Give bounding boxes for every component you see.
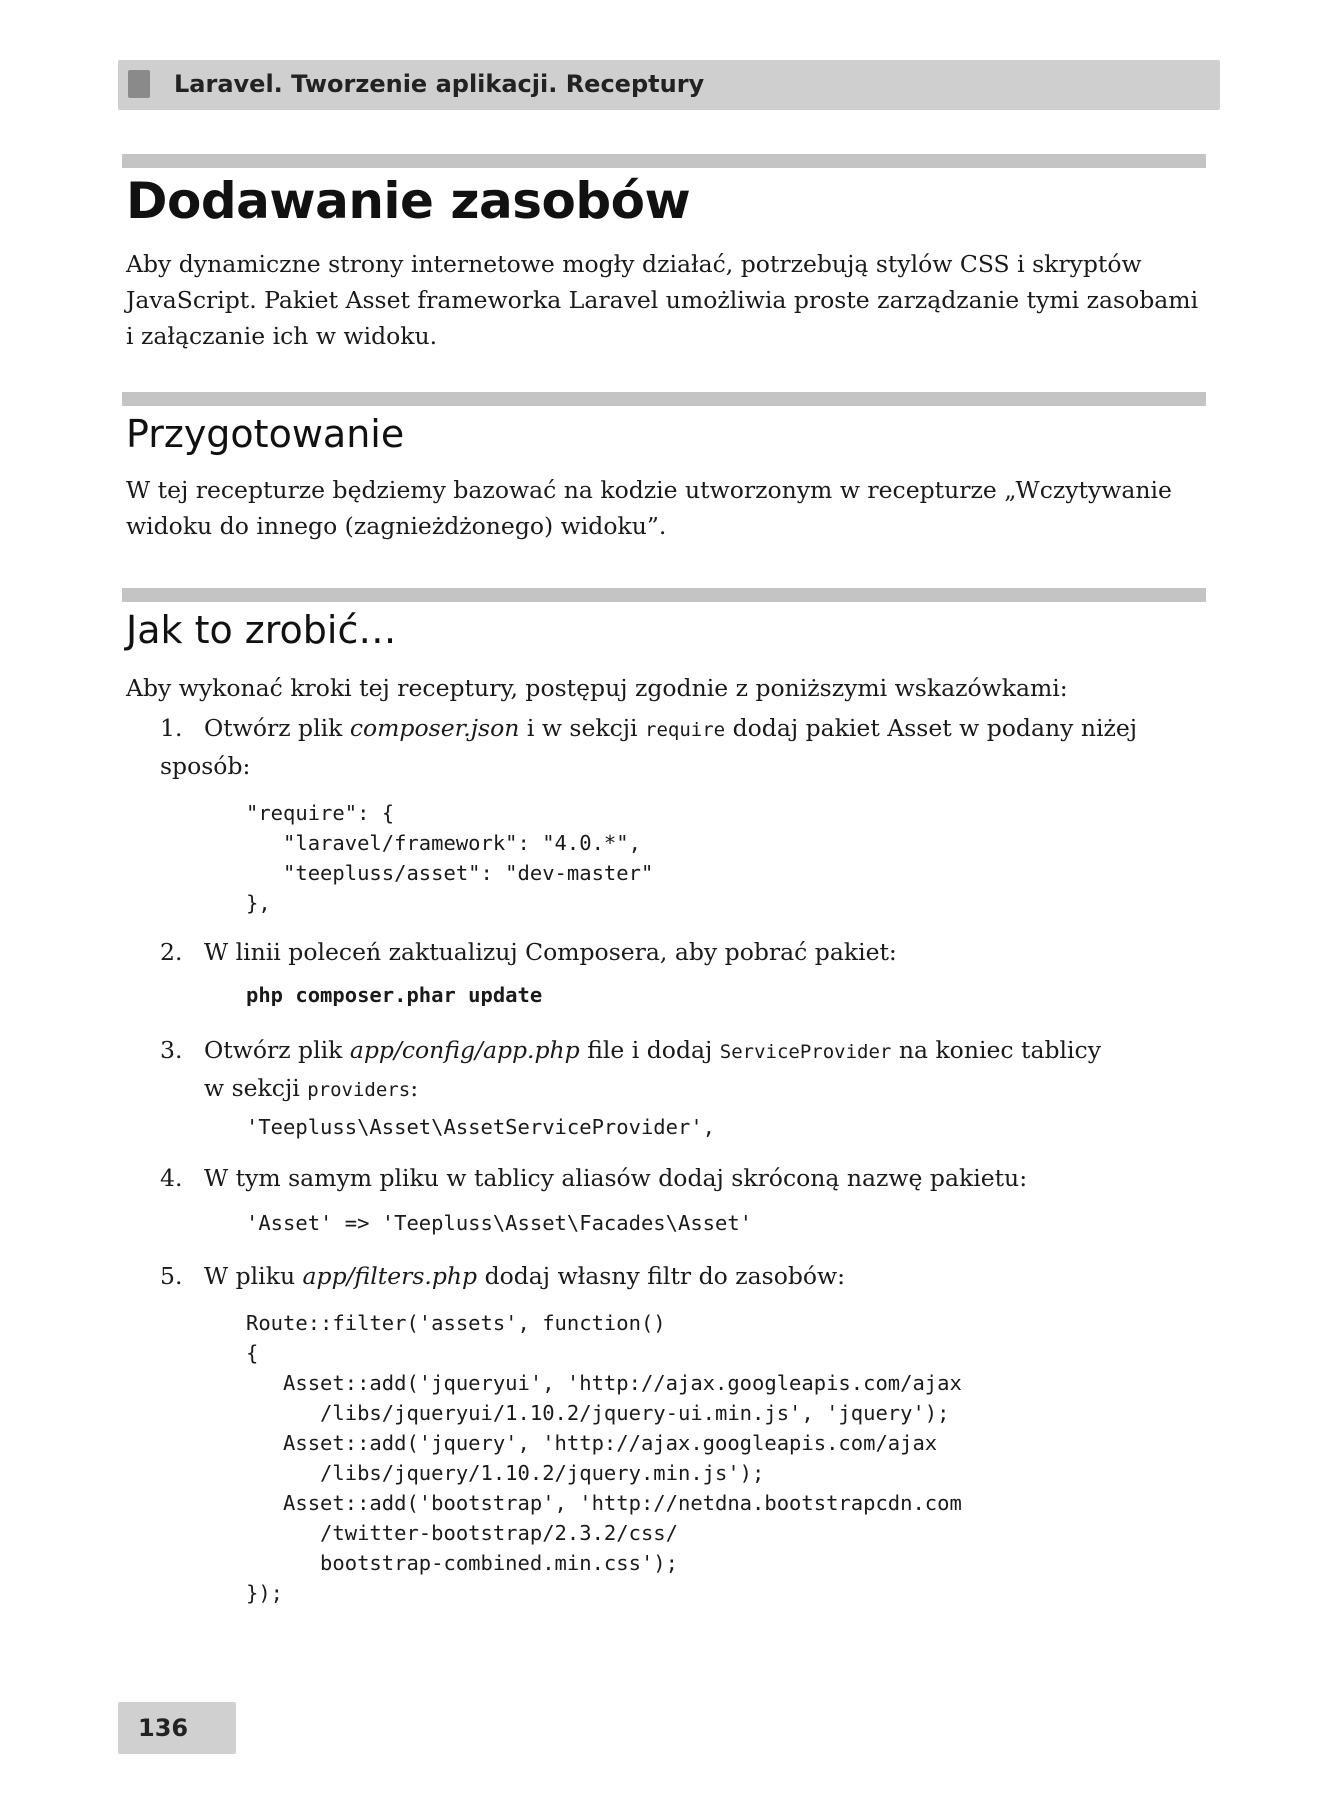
code-block-5: Route::filter('assets', function() { Asset::add('jqueryui', 'http://ajax.googleapis.com/ajax /libs/jqueryui/1.10.2/jquery-ui.min.js', 'jquery'); Asset::add('jquery', 'http://ajax.googleapis.com/ajax /libs/jquery/1.10.2/jquery.min.js'); Asset::add('bootstrap', 'http://netdna.bootstrapcdn.com /twitter-bootstrap/2.3.2/css/ bootstrap-combined.min.css'); }); (246, 1311, 962, 1605)
inline-code: require (645, 719, 726, 741)
step-number: 1. (160, 714, 183, 742)
page-number: 136 (138, 1714, 189, 1742)
step-number: 3. (160, 1036, 183, 1064)
step-3: 3. Otwórz plik app/config/app.php file i dodaj ServiceProvider na koniec tablicy w sekcji providers: (160, 1032, 1210, 1108)
subsection-rule (122, 392, 1206, 406)
step-2: 2. W linii poleceń zaktualizuj Composera, aby pobrać pakiet: (160, 934, 1210, 970)
step-number: 4. (160, 1164, 183, 1192)
code-block-3: 'Teepluss\Asset\AssetServiceProvider', (246, 1115, 715, 1139)
subsection-title-preparation: Przygotowanie (126, 412, 405, 456)
inline-code: ServiceProvider (719, 1041, 892, 1063)
section-rule (122, 154, 1206, 168)
header-marker-icon (128, 70, 150, 98)
file-name: app/config/app.php (349, 1036, 580, 1064)
step-number: 5. (160, 1262, 183, 1290)
step-4: 4. W tym samym pliku w tablicy aliasów dodaj skróconą nazwę pakietu: (160, 1160, 1210, 1196)
code-block-4: 'Asset' => 'Teepluss\Asset\Facades\Asset' (246, 1211, 753, 1235)
file-name: composer.json (349, 714, 520, 742)
section-intro: Aby dynamiczne strony internetowe mogły działać, potrzebują stylów CSS i skryptów JavaScript. Pakiet Asset frameworka Laravel umożliwia proste zarządzanie tymi zasobami i załączanie ich w widoku. (126, 250, 1199, 350)
page-number-tab (118, 1702, 236, 1754)
subsection-title-howto: Jak to zrobić… (126, 608, 397, 652)
howto-intro: Aby wykonać kroki tej receptury, postępuj zgodnie z poniższymi wskazówkami: (126, 674, 1068, 702)
code-block-1: "require": { "laravel/framework": "4.0.*", "teepluss/asset": "dev-master" }, (246, 801, 654, 915)
step-number: 2. (160, 938, 183, 966)
book-title: Laravel. Tworzenie aplikacji. Receptury (174, 70, 705, 98)
running-header (118, 60, 1220, 110)
inline-code: providers (307, 1079, 411, 1101)
step-5: 5. W pliku app/filters.php dodaj własny filtr do zasobów: (160, 1258, 1210, 1294)
code-block-2: php composer.phar update (246, 983, 543, 1007)
subsection-rule (122, 588, 1206, 602)
section-title: Dodawanie zasobów (126, 172, 691, 230)
step-1: 1. Otwórz plik composer.json i w sekcji require dodaj pakiet Asset w podany niżej sposób: (160, 710, 1210, 784)
preparation-text: W tej recepturze będziemy bazować na kodzie utworzonym w recepturze „Wczytywanie widoku do innego (zagnieżdżonego) widoku”. (126, 476, 1172, 540)
file-name: app/filters.php (302, 1262, 478, 1290)
